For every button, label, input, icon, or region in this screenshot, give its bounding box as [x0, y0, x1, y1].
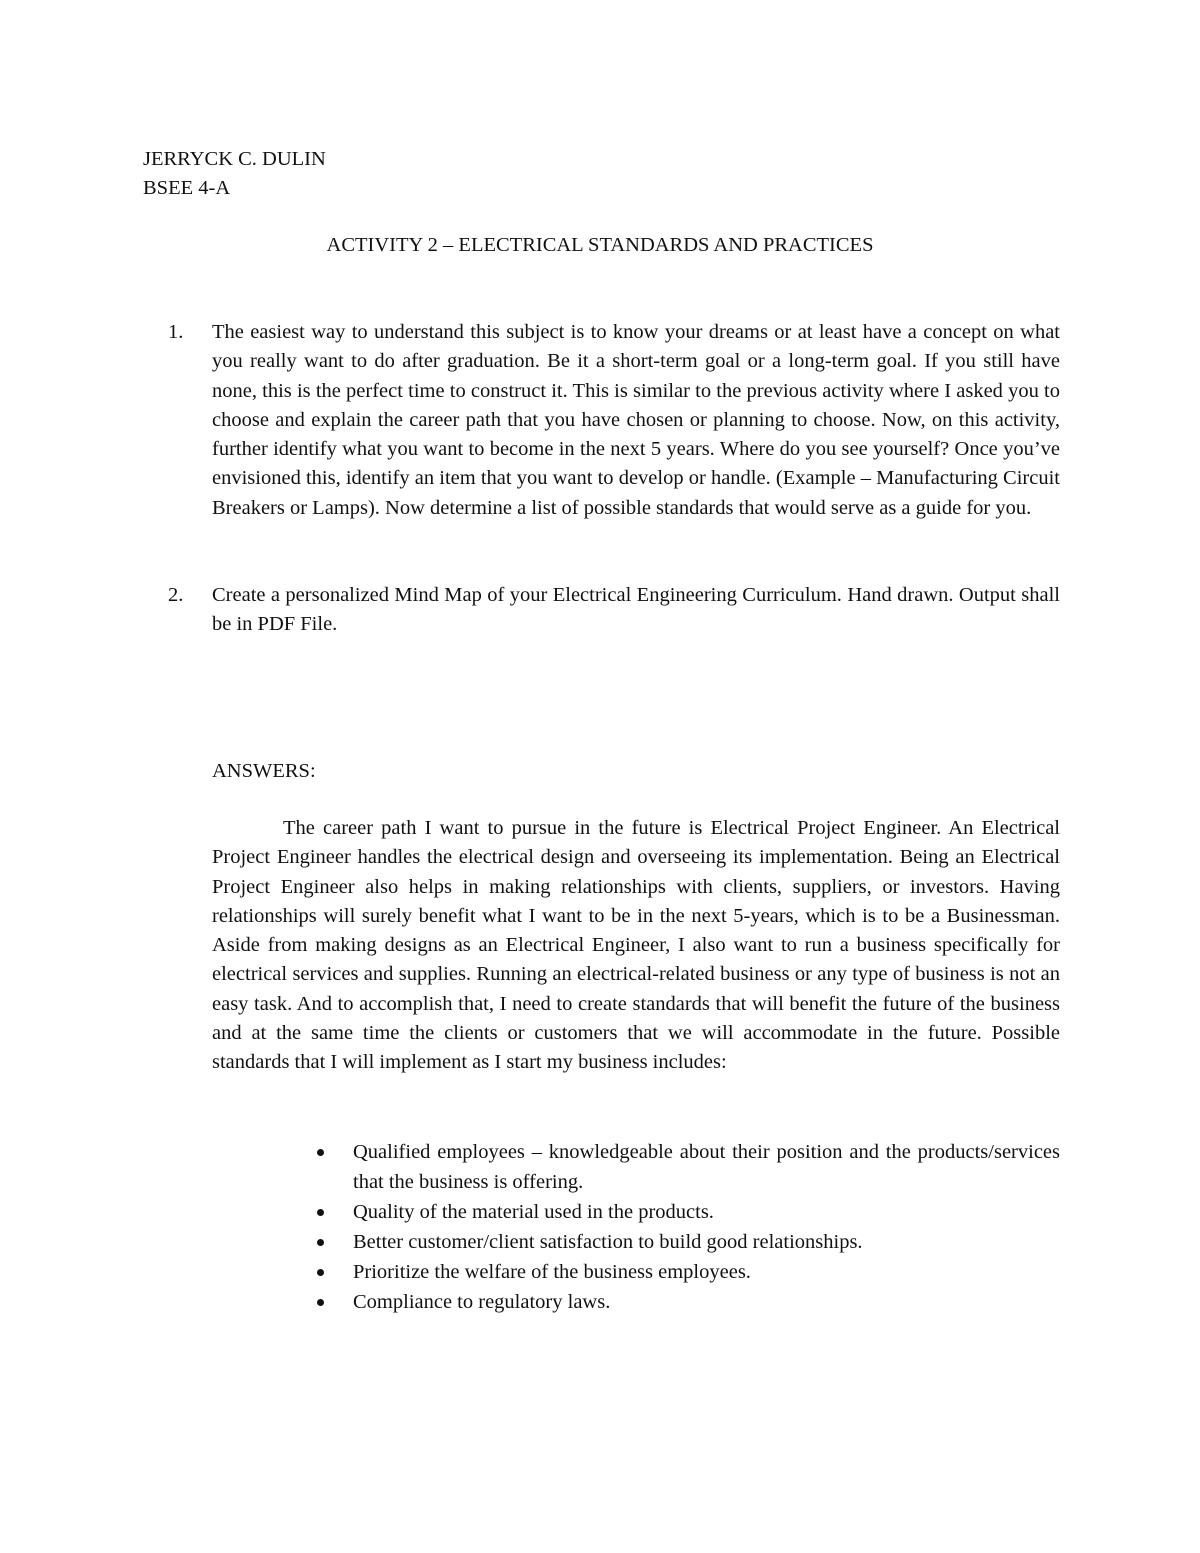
question-item — [168, 581, 1060, 640]
standards-list — [353, 1137, 1060, 1317]
bullet-icon — [317, 1299, 324, 1306]
list-item — [353, 1227, 1060, 1257]
answers-heading: ANSWERS: — [212, 760, 316, 782]
bullet-icon — [317, 1269, 324, 1276]
question-number: 1. — [168, 321, 184, 343]
bullet-icon — [317, 1149, 324, 1156]
list-item-text: Quality of the material used in the products. — [353, 1201, 714, 1223]
bullet-icon — [317, 1239, 324, 1246]
list-item — [353, 1137, 1060, 1197]
list-item — [353, 1257, 1060, 1287]
list-item-text: Prioritize the welfare of the business employees. — [353, 1261, 751, 1283]
answer-paragraph: The career path I want to pursue in the future is Electrical Project Engineer. An Electrical Project Engineer handles the electrical design and overseeing its implementation. Being an Electrical Project Engineer also helps in making relationships with clients, suppliers, or investors. Having relationships will surely benefit what I want to be in the next 5-years, which is to be a Businessman. Aside from making designs as an Electrical Engineer, I also want to run a business specifically for electrical services and supplies. Running an electrical-related business or any type of business is not an easy task. And to accomplish that, I need to create standards that will benefit the future of the business and at the same time the clients or customers that we will accommodate in the future. Possible standards that I will implement as I start my business includes: — [212, 817, 1060, 1074]
list-item — [353, 1287, 1060, 1317]
student-course: BSEE 4-A — [143, 177, 231, 199]
activity-title: ACTIVITY 2 – ELECTRICAL STANDARDS AND PRACTICES — [326, 234, 874, 256]
student-name: JERRYCK C. DULIN — [143, 148, 326, 170]
list-item-text: Qualified employees – knowledgeable about their position and the products/services that the business is offering. — [353, 1141, 1060, 1193]
bullet-icon — [317, 1209, 324, 1216]
question-item — [168, 318, 1060, 523]
question-number: 2. — [168, 584, 184, 606]
list-item-text: Compliance to regulatory laws. — [353, 1291, 611, 1313]
list-item-text: Better customer/client satisfaction to build good relationships. — [353, 1231, 863, 1253]
list-item — [353, 1197, 1060, 1227]
question-text: The easiest way to understand this subject is to know your dreams or at least have a concept on what you really want to do after graduation. Be it a short-term goal or a long-term goal. If you still have none, this is the perfect time to construct it. This is similar to the previous activity where I asked you to choose and explain the career path that you have chosen or planning to choose. Now, on this activity, further identify what you want to become in the next 5 years. Where do you see yourself? Once you’ve envisioned this, identify an item that you want to develop or handle. (Example – Manufacturing Circuit Breakers or Lamps). Now determine a list of possible standards that would serve as a guide for you. — [212, 321, 1060, 519]
question-text: Create a personalized Mind Map of your Electrical Engineering Curriculum. Hand drawn. Output shall be in PDF File. — [212, 584, 1060, 636]
